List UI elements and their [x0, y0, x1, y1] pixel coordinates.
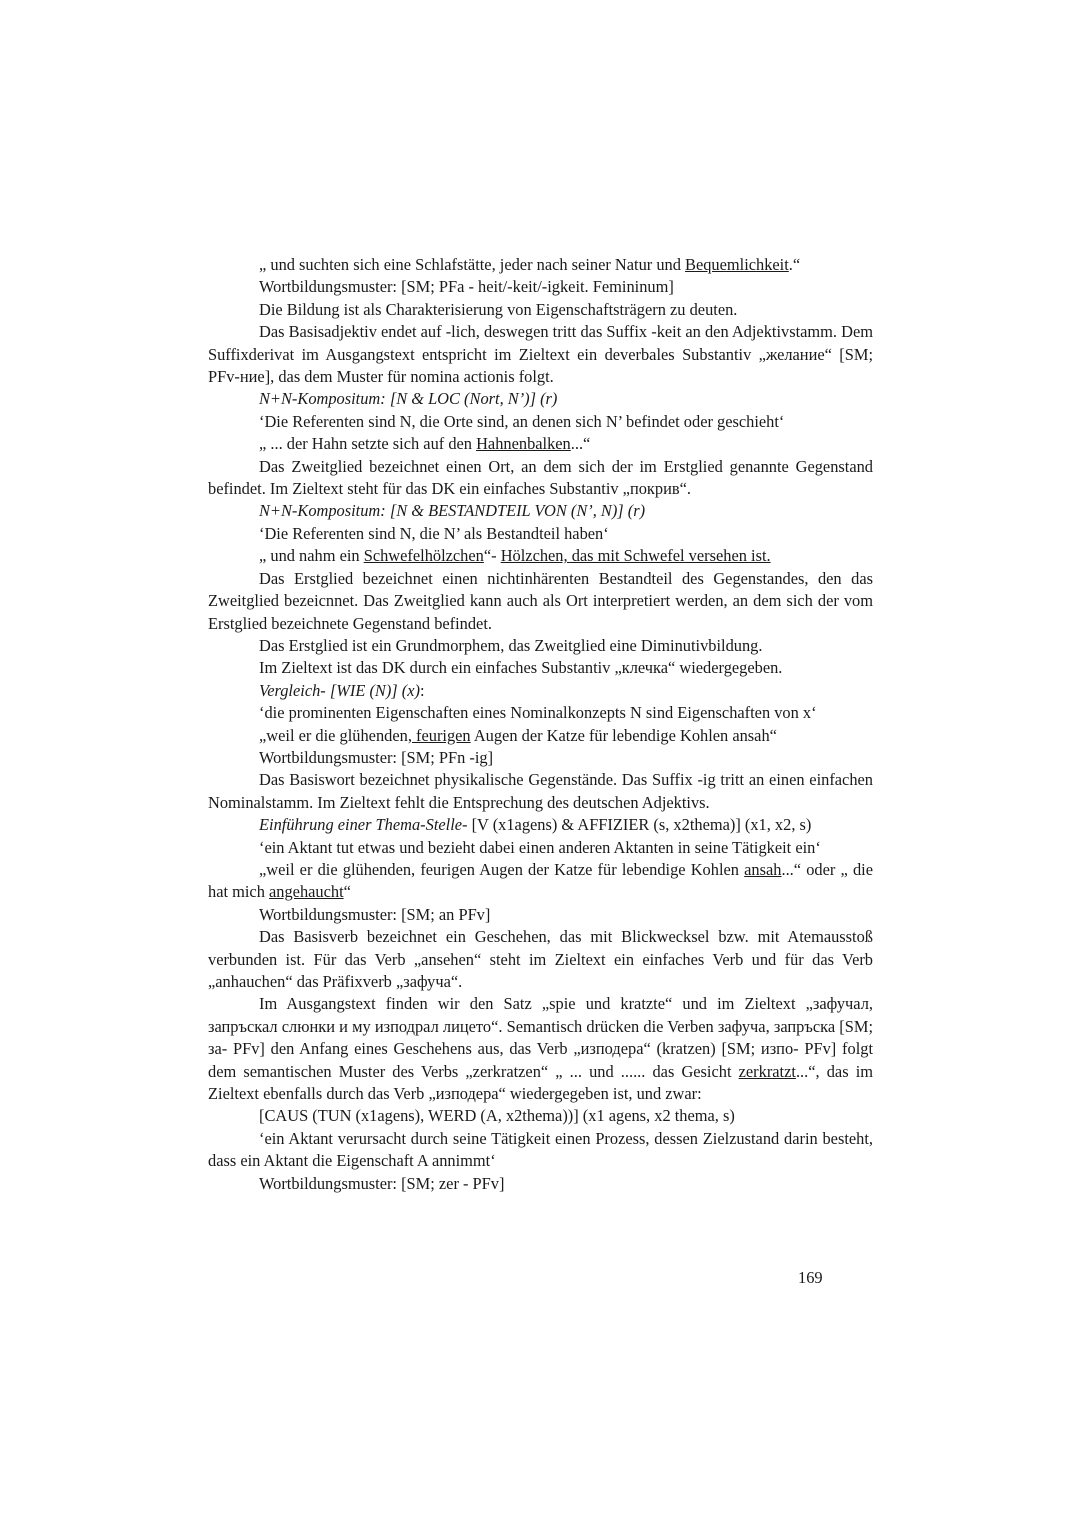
paragraph	[208, 456, 873, 501]
paragraph	[208, 568, 873, 635]
text-segment: ‘ein Aktant tut etwas und bezieht dabei einen anderen Aktanten in seine Tätigkeit ein‘	[259, 837, 821, 857]
text-segment: „weil er die glühenden	[259, 725, 408, 745]
text-segment: Das Zweitglied bezeichnet einen Ort, an dem sich der im Erstglied genannte Gegenstand befindet. Im Zieltext steht für das DK ein einfaches Substantiv „покрив“.	[208, 456, 873, 499]
text-segment: Im Zieltext ist das DK durch ein einfaches Substantiv „клечка“ wiedergegeben.	[259, 658, 783, 678]
paragraph	[208, 500, 873, 522]
paragraph	[208, 1128, 873, 1173]
paragraph	[208, 702, 873, 724]
text-segment: ‘die prominenten Eigenschaften eines Nominalkonzepts N sind Eigenschaften von x‘	[259, 703, 817, 723]
text-segment: ‘ein Aktant verursacht durch seine Tätigkeit einen Prozess, dessen Zielzustand darin besteht, dass ein Aktant die Eigenschaft A annimmt‘	[208, 1128, 873, 1171]
paragraph	[208, 837, 873, 859]
text-segment: ...“, das im Zieltext ebenfalls durch das Verb „изподера“ wiedergegeben ist, und zwar:	[208, 1061, 873, 1104]
italic-text: : [N & BESTANDTEIL VON (N’, N)] (r)	[380, 501, 646, 521]
text-segment: Das Erstglied bezeichnet einen nichtinhärenten Bestandteil des Gegenstandes, den das Zweitglied bezeicnnet. Das Zweitglied kann auch als Ort interpretiert werden, an dem sich der vom Erstglied bezeichnete Gegenstand befindet.	[208, 568, 873, 633]
paragraph	[208, 388, 873, 410]
paragraph	[208, 299, 873, 321]
text-segment: Das Erstglied ist ein Grundmorphem, das Zweitglied eine Diminutivbildung.	[259, 635, 763, 655]
text-segment: [CAUS (TUN (x1agens), WERD (A, x2thema))] (x1 agens, x2 thema, s)	[259, 1106, 735, 1126]
underlined-text: ansah	[744, 859, 782, 879]
text-segment: Das Basisadjektiv endet auf -lich, deswegen tritt das Suffix -keit an den Adjektivstamm. Dem Suffixderivat im Ausgangstext entspricht im Zieltext ein deverbales Substantiv „желание“ [SM; PFv-ние], das dem Muster für nomina actionis folgt.	[208, 322, 873, 387]
underlined-text: Bequemlichkeit	[685, 255, 789, 274]
paragraph	[208, 747, 873, 769]
italic-text: Vergleich- [WIE (N)] (x)	[259, 680, 420, 700]
text-segment: ‘Die Referenten sind N, die N’ als Bestandteil haben‘	[259, 523, 609, 543]
underlined-text: , feurigen	[407, 725, 471, 745]
paragraph	[208, 993, 873, 1105]
paragraph	[208, 680, 873, 702]
text-segment: Im Ausgangstext finden wir den Satz „spie und kratzte“ und im Zieltext „зафучал, запръскал слюнки и му изподрал лицето“. Semantisch drücken die Verben зафуча, запръска [SM; за- PFv] den Anfang eines Geschehens aus, das Verb „изподера“ (kratzen) [SM; изпо- PFv] folgt dem semantischen Muster des Verbs „zerkratzen“ „ ... und ...... das Gesicht	[208, 994, 873, 1081]
paragraph	[208, 411, 873, 433]
text-segment: Augen der Katze für lebendige Kohlen ansah“	[470, 725, 777, 745]
paragraph	[208, 635, 873, 657]
italic-text: N+N-Kompositum: [N & LOC (Nort, N’)] (r)	[259, 389, 558, 409]
italic-text: Einführung einer Thema-Stelle-	[259, 815, 468, 835]
paragraph	[208, 433, 873, 455]
text-segment: Wortbildungsmuster: [SM; PFn -ig]	[259, 747, 494, 767]
text-segment: Das Basiswort bezeichnet physikalische Gegenstände. Das Suffix -ig tritt an einen einfachen Nominalstamm. Im Zieltext fehlt die Entsprechung des deutschen Adjektivs.	[208, 770, 873, 812]
text-segment: :	[419, 680, 425, 700]
italic-text: N+N-Kompositum	[259, 501, 381, 521]
text-segment: „ ... der Hahn setzte sich auf den	[259, 434, 477, 454]
underlined-text: zerkratzt	[738, 1061, 796, 1081]
text-segment: „ und nahm ein	[259, 546, 364, 566]
paragraph	[208, 545, 873, 567]
text-segment: .“	[788, 255, 801, 274]
text-segment: “-	[483, 546, 501, 566]
paragraph	[208, 859, 873, 904]
underlined-text: Schwefelhölzchen	[363, 546, 484, 566]
text-segment: Das Basisverb bezeichnet ein Geschehen, das mit Blickwecksel bzw. mit Atemausstoß verbunden ist. Für das Verb „ansehen“ steht im Zieltext ein einfaches Verb und für das Verb „anhauchen“ das Präfixverb „зафуча“.	[208, 927, 873, 991]
text-segment: Wortbildungsmuster: [SM; an PFv]	[259, 904, 491, 924]
paragraph	[208, 523, 873, 545]
paragraph	[208, 321, 873, 388]
paragraph	[208, 904, 873, 926]
paragraph	[208, 1173, 873, 1195]
underlined-text: angehaucht	[269, 882, 344, 902]
page-number: 169	[798, 1268, 823, 1287]
paragraph	[208, 657, 873, 679]
text-segment: ‘Die Referenten sind N, die Orte sind, an denen sich N’ befindet oder geschieht‘	[259, 411, 785, 431]
text-segment: Wortbildungsmuster: [SM; zer - PFv]	[259, 1173, 505, 1193]
text-segment: [V (x1agens) & AFFIZIER (s, x2thema)] (x1, x2, s)	[467, 815, 812, 835]
paragraph	[208, 814, 873, 836]
paragraph	[208, 276, 873, 298]
text-segment: Die Bildung ist als Charakterisierung von Eigenschaftsträgern zu deuten.	[259, 299, 738, 319]
text-segment: Wortbildungsmuster: [SM; PFa - heit/-keit/-igkeit. Femininum]	[259, 277, 674, 297]
paragraph	[208, 769, 873, 814]
paragraph	[208, 1105, 873, 1127]
text-segment: „weil er die glühenden, feurigen Augen der Katze für lebendige Kohlen	[259, 859, 745, 879]
paragraph	[208, 725, 873, 747]
underlined-text: Hahnenbalken	[476, 434, 571, 454]
underlined-text: Hölzchen, das mit Schwefel versehen ist.	[500, 546, 771, 566]
paragraph	[208, 254, 873, 276]
text-segment: „ und suchten sich eine Schlafstätte, jeder nach seiner Natur und	[259, 255, 686, 274]
text-segment: ...“	[570, 434, 591, 454]
page-body	[208, 254, 873, 1195]
paragraph	[208, 926, 873, 993]
text-segment: “	[343, 882, 351, 902]
text-segment: ...“ oder „ die hat mich	[208, 859, 873, 902]
